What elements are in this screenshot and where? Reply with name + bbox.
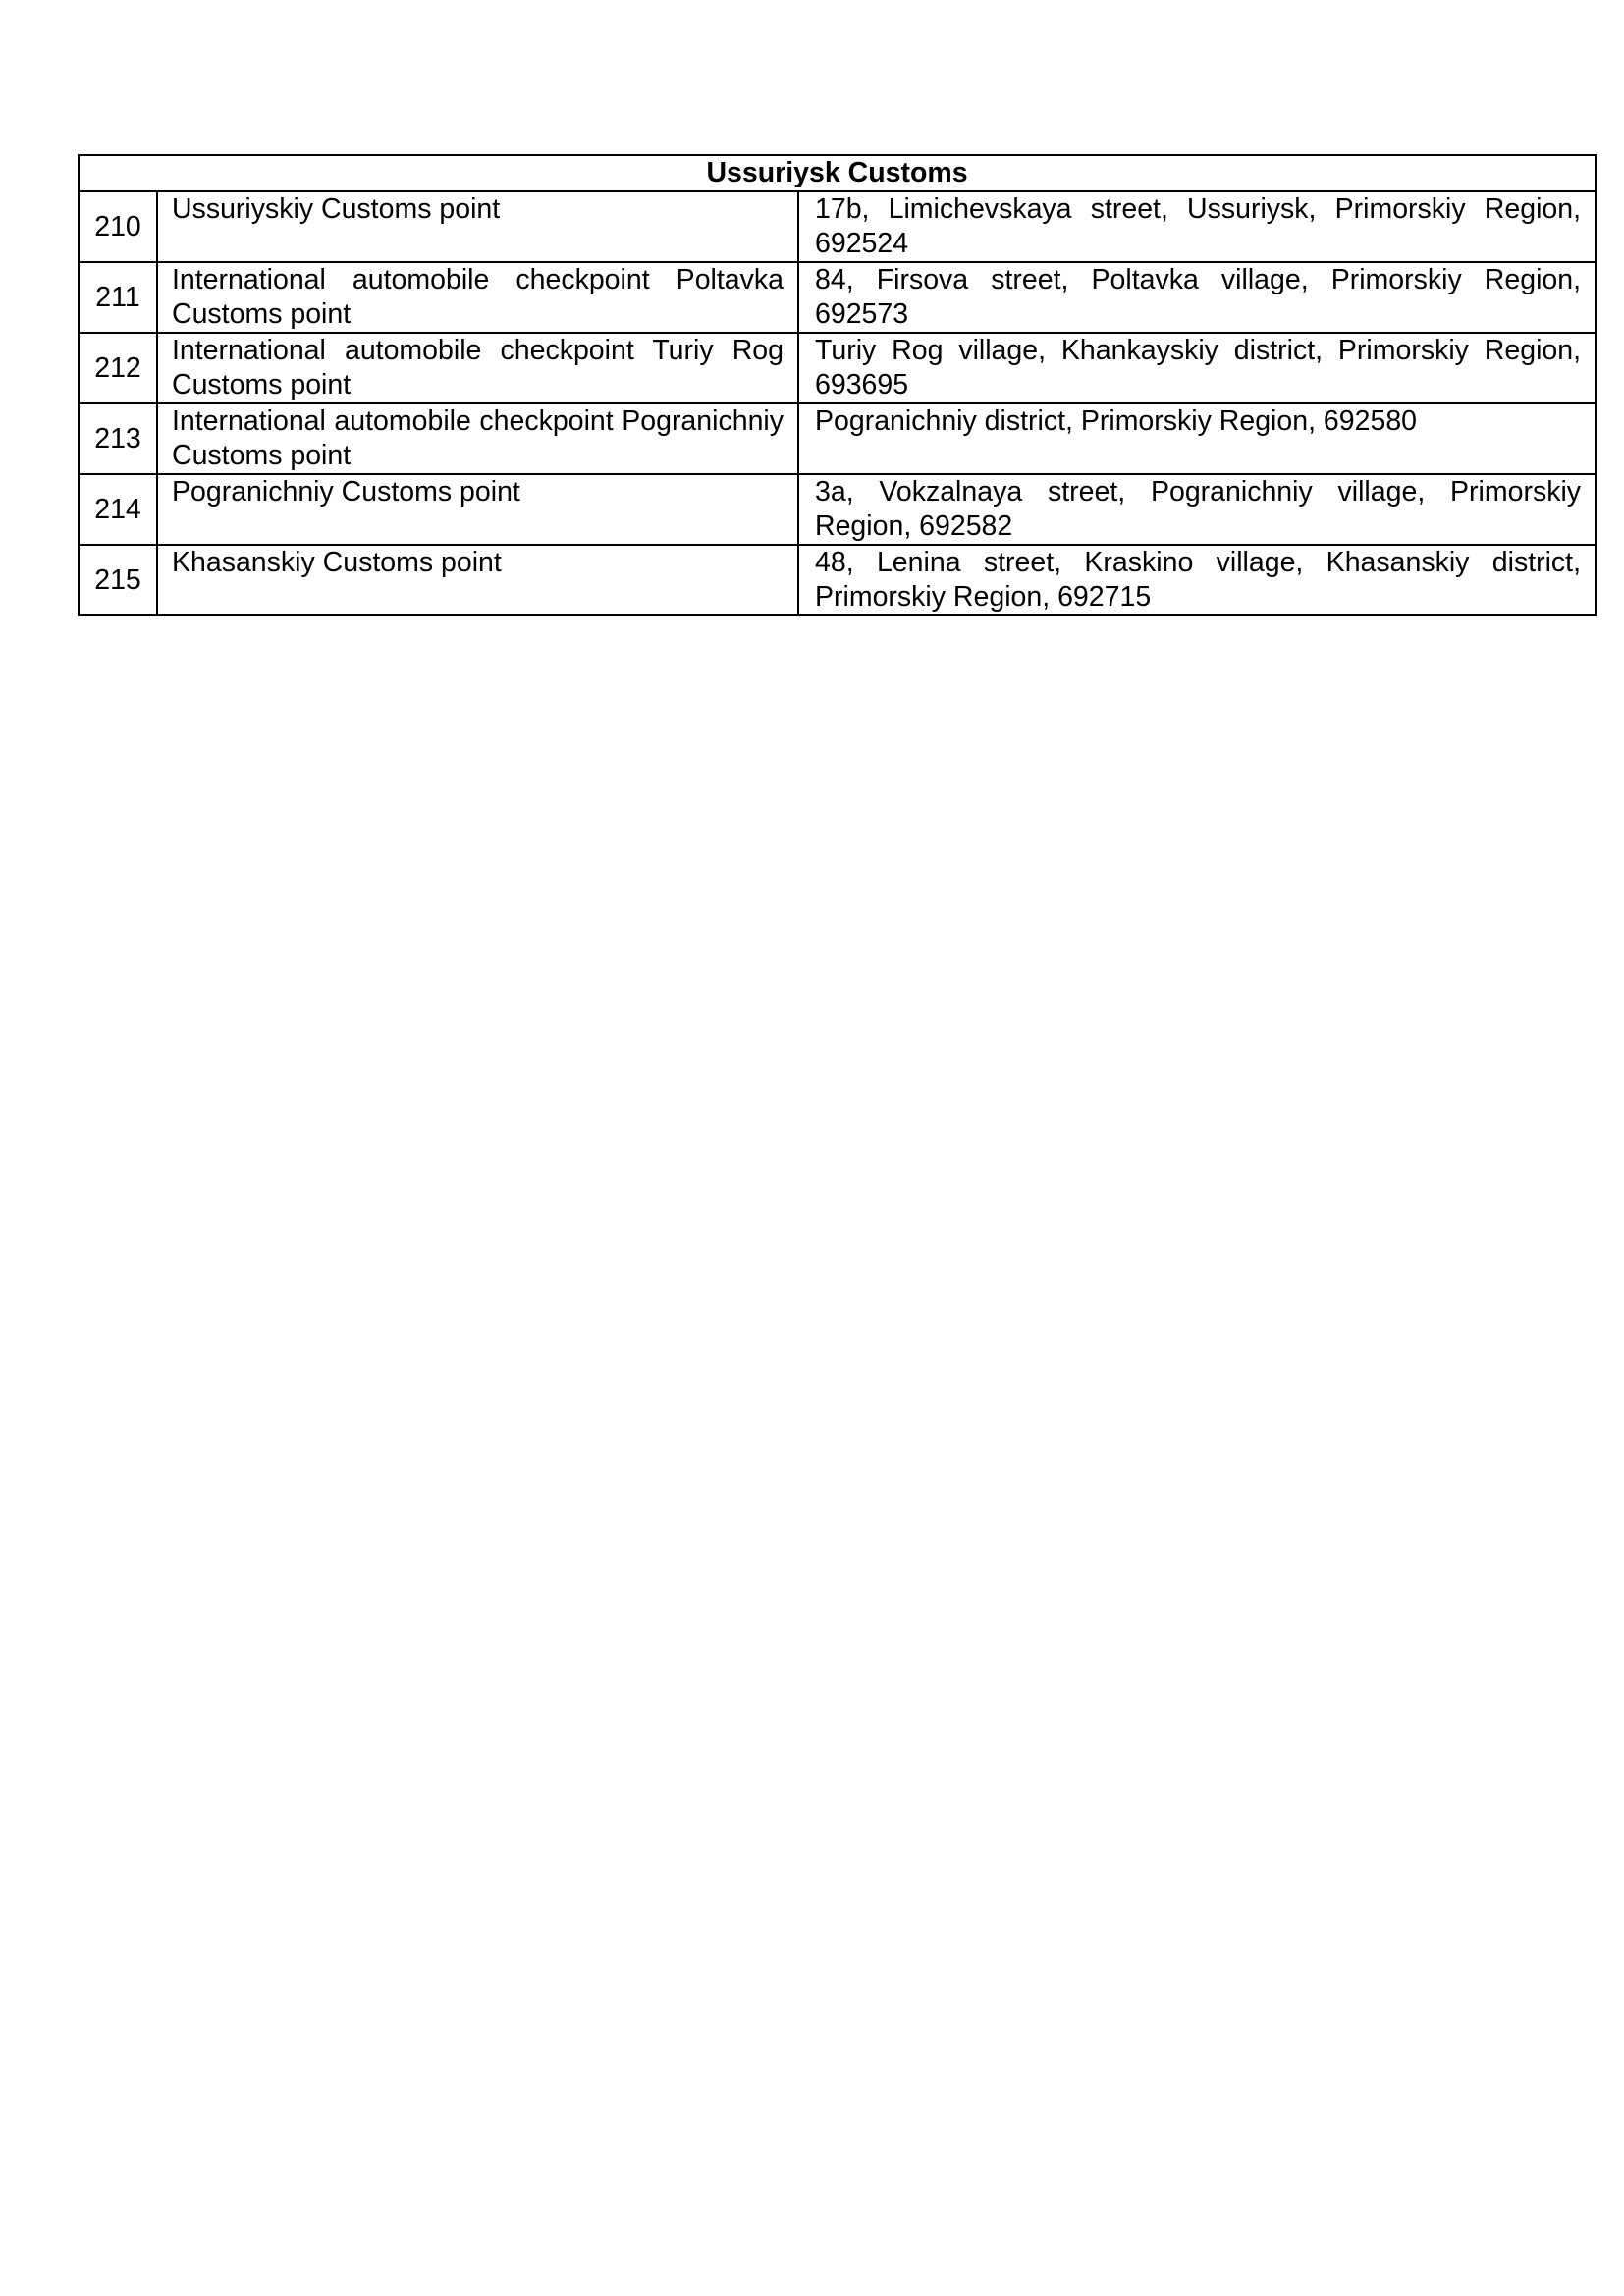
row-number: 211	[79, 262, 157, 333]
customs-point-address: Turiy Rog village, Khankayskiy district, Primorskiy Region, 693695	[798, 333, 1596, 403]
table-row	[79, 191, 1596, 262]
section-title: Ussuriysk Customs	[79, 155, 1596, 191]
customs-point-address: Pogranichniy district, Primorskiy Region, 692580	[798, 403, 1596, 474]
customs-points-table	[78, 154, 1597, 616]
row-number: 215	[79, 545, 157, 615]
table-section-header-row	[79, 155, 1596, 191]
customs-point-name: International automobile checkpoint Poltavka Customs point	[157, 262, 798, 333]
customs-point-address: 48, Lenina street, Kraskino village, Khasanskiy district, Primorskiy Region, 692715	[798, 545, 1596, 615]
table-row	[79, 333, 1596, 403]
row-number: 212	[79, 333, 157, 403]
customs-point-name: International automobile checkpoint Turiy Rog Customs point	[157, 333, 798, 403]
table-row	[79, 403, 1596, 474]
row-number: 210	[79, 191, 157, 262]
customs-point-address: 17b, Limichevskaya street, Ussuriysk, Primorskiy Region, 692524	[798, 191, 1596, 262]
table-row	[79, 545, 1596, 615]
table-row	[79, 474, 1596, 545]
row-number: 214	[79, 474, 157, 545]
customs-point-name: Khasanskiy Customs point	[157, 545, 798, 615]
row-number: 213	[79, 403, 157, 474]
customs-point-name: Ussuriyskiy Customs point	[157, 191, 798, 262]
customs-point-name: Pogranichniy Customs point	[157, 474, 798, 545]
customs-point-name: International automobile checkpoint Pogranichniy Customs point	[157, 403, 798, 474]
customs-point-address: 3a, Vokzalnaya street, Pogranichniy village, Primorskiy Region, 692582	[798, 474, 1596, 545]
table-row	[79, 262, 1596, 333]
customs-point-address: 84, Firsova street, Poltavka village, Primorskiy Region, 692573	[798, 262, 1596, 333]
